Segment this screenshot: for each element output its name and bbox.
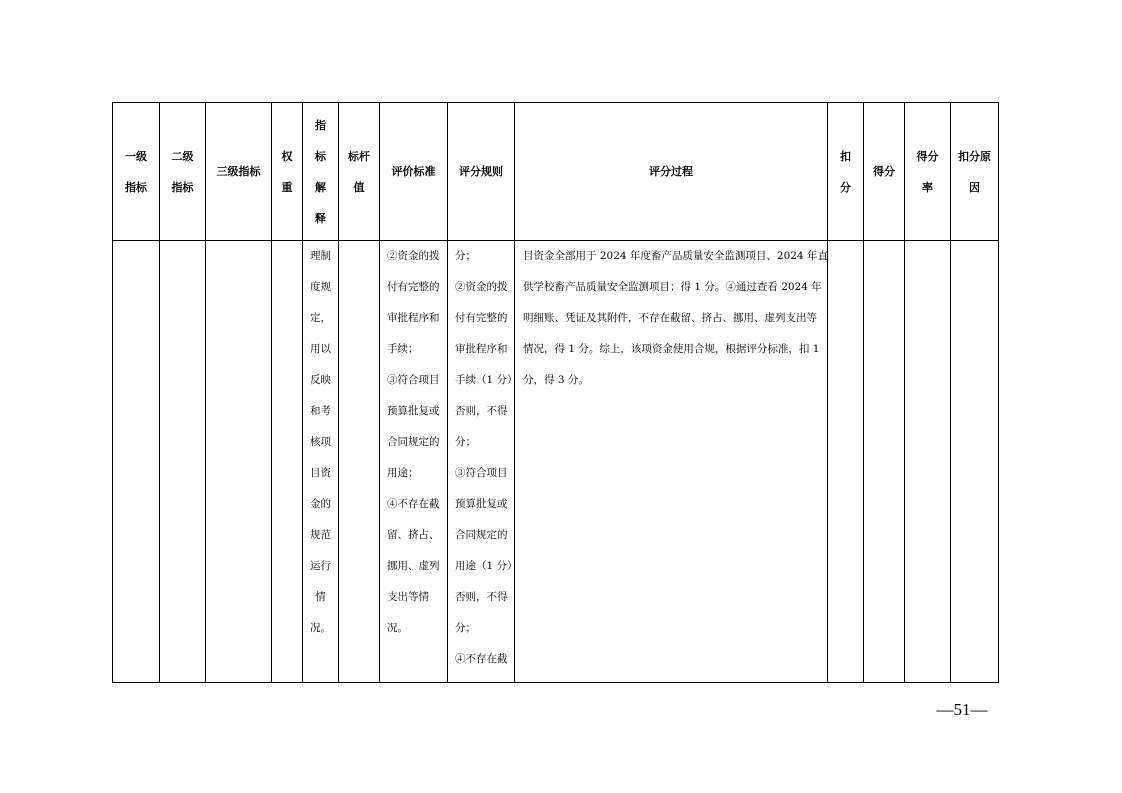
cell-rate xyxy=(905,241,951,683)
text-line: 审批程序和 xyxy=(455,343,508,355)
text-line: 指标 xyxy=(171,180,194,194)
header-benchmark xyxy=(339,103,380,241)
text-line: 解 xyxy=(315,180,326,194)
text-line: ②资金的拨 xyxy=(387,250,440,262)
text-line: 目资 xyxy=(310,467,331,479)
header-criteria xyxy=(380,103,448,241)
cell-level3 xyxy=(206,241,272,683)
header-rate xyxy=(905,103,951,241)
cell-reason xyxy=(951,241,999,683)
header-score xyxy=(864,103,905,241)
header-level1 xyxy=(113,103,160,241)
text-line: 支出等情 xyxy=(387,591,429,603)
text-line: 分，得 3 分。 xyxy=(523,374,589,386)
text-line: ③符合项目 xyxy=(387,374,440,386)
text-line: 一级 xyxy=(125,149,147,163)
text-line: 合同规定的 xyxy=(455,529,508,541)
header-rules xyxy=(448,103,515,241)
text-line: 扣 xyxy=(840,149,851,163)
text-line: 扣分原 xyxy=(958,149,991,163)
text-line: 手续（1 分） xyxy=(455,374,518,386)
text-line: 用以 xyxy=(310,343,331,355)
text-line: 评分规则 xyxy=(459,165,503,178)
text-line: 标杆 xyxy=(348,149,370,163)
text-line: 供学校畜产品质量安全监测项目；得 1 分。④通过查看 2024 年 xyxy=(523,281,822,293)
text-line: ④不存在截 xyxy=(455,653,508,665)
text-line: 留、挤占、 xyxy=(387,529,440,541)
text-line: 标 xyxy=(315,149,326,163)
text-line: 运行 xyxy=(310,560,331,572)
text-line: ④不存在截 xyxy=(387,498,440,510)
text-line: 否则，不得 xyxy=(455,405,508,417)
text-line: ③符合项目 xyxy=(455,467,508,479)
text-line: 和考 xyxy=(310,405,331,417)
text-line: 反映 xyxy=(310,374,331,386)
text-line: 预算批复或 xyxy=(387,405,440,417)
cell-deduction xyxy=(828,241,864,683)
text-line: 分； xyxy=(455,622,476,634)
text-line: 审批程序和 xyxy=(387,312,440,324)
text-line: 指 xyxy=(315,118,326,132)
header-deduction xyxy=(828,103,864,241)
text-line: 值 xyxy=(353,180,365,194)
header-process xyxy=(515,103,828,241)
text-line: 付有完整的 xyxy=(455,312,508,324)
text-line: 明细账、凭证及其附件，不存在截留、挤占、挪用、虚列支出等 xyxy=(523,312,817,324)
header-level3 xyxy=(206,103,272,241)
text-line: 况。 xyxy=(387,622,408,634)
header-explanation xyxy=(303,103,339,241)
text-line: 手续； xyxy=(387,343,419,355)
text-line: 率 xyxy=(922,180,933,194)
text-line: 二级 xyxy=(171,149,194,163)
text-line: 分； xyxy=(455,250,476,262)
text-line: 评分过程 xyxy=(649,165,693,178)
text-line: 金的 xyxy=(310,498,331,510)
evaluation-table xyxy=(112,102,999,683)
cell-benchmark xyxy=(339,241,380,683)
cell-weight xyxy=(272,241,303,683)
text-line: 因 xyxy=(969,180,980,194)
text-line: 规范 xyxy=(310,529,331,541)
page-number: —51— xyxy=(936,700,988,719)
text-line: 分； xyxy=(455,436,476,448)
text-line: 目资金全部用于 2024 年度畜产品质量安全监测项目、2024 年直 xyxy=(523,250,828,262)
header-reason xyxy=(951,103,999,241)
text-line: 用途（1 分） xyxy=(455,560,518,572)
cell-explanation xyxy=(303,241,339,683)
text-line: 释 xyxy=(315,211,326,225)
table-row xyxy=(113,241,999,683)
text-line: 重 xyxy=(281,180,293,194)
text-line: 权 xyxy=(281,149,293,163)
text-line: 否则，不得 xyxy=(455,591,508,603)
cell-score xyxy=(864,241,905,683)
header-row xyxy=(113,103,999,241)
text-line: 挪用、虚列 xyxy=(387,560,440,572)
cell-process xyxy=(515,241,828,683)
text-line: ②资金的拨 xyxy=(455,281,508,293)
cell-rules xyxy=(448,241,518,683)
text-line: 况。 xyxy=(310,622,331,634)
text-line: 得分 xyxy=(873,165,895,178)
cell-level1 xyxy=(113,241,160,683)
text-line: 核项 xyxy=(310,436,331,448)
text-line: 评价标准 xyxy=(391,165,436,178)
header-level2 xyxy=(160,103,206,241)
text-line: 分 xyxy=(840,180,851,194)
text-line: 理制 xyxy=(310,250,331,262)
text-line: 预算批复或 xyxy=(455,498,508,510)
cell-level2 xyxy=(160,241,206,683)
cell-criteria xyxy=(380,241,448,683)
text-line: 得分 xyxy=(916,149,939,163)
text-line: 定， xyxy=(310,312,331,324)
text-line: 度规 xyxy=(310,281,331,293)
text-line: 付有完整的 xyxy=(387,281,440,293)
text-line: 三级指标 xyxy=(216,165,261,178)
text-line: 指标 xyxy=(125,180,147,194)
header-weight xyxy=(272,103,303,241)
text-line: 合同规定的 xyxy=(387,436,440,448)
text-line: 情况，得 1 分。综上，该项资金使用合规，根据评分标准，扣 1 xyxy=(523,343,820,355)
text-line: 用途； xyxy=(387,467,419,479)
text-line: 情 xyxy=(315,591,326,603)
